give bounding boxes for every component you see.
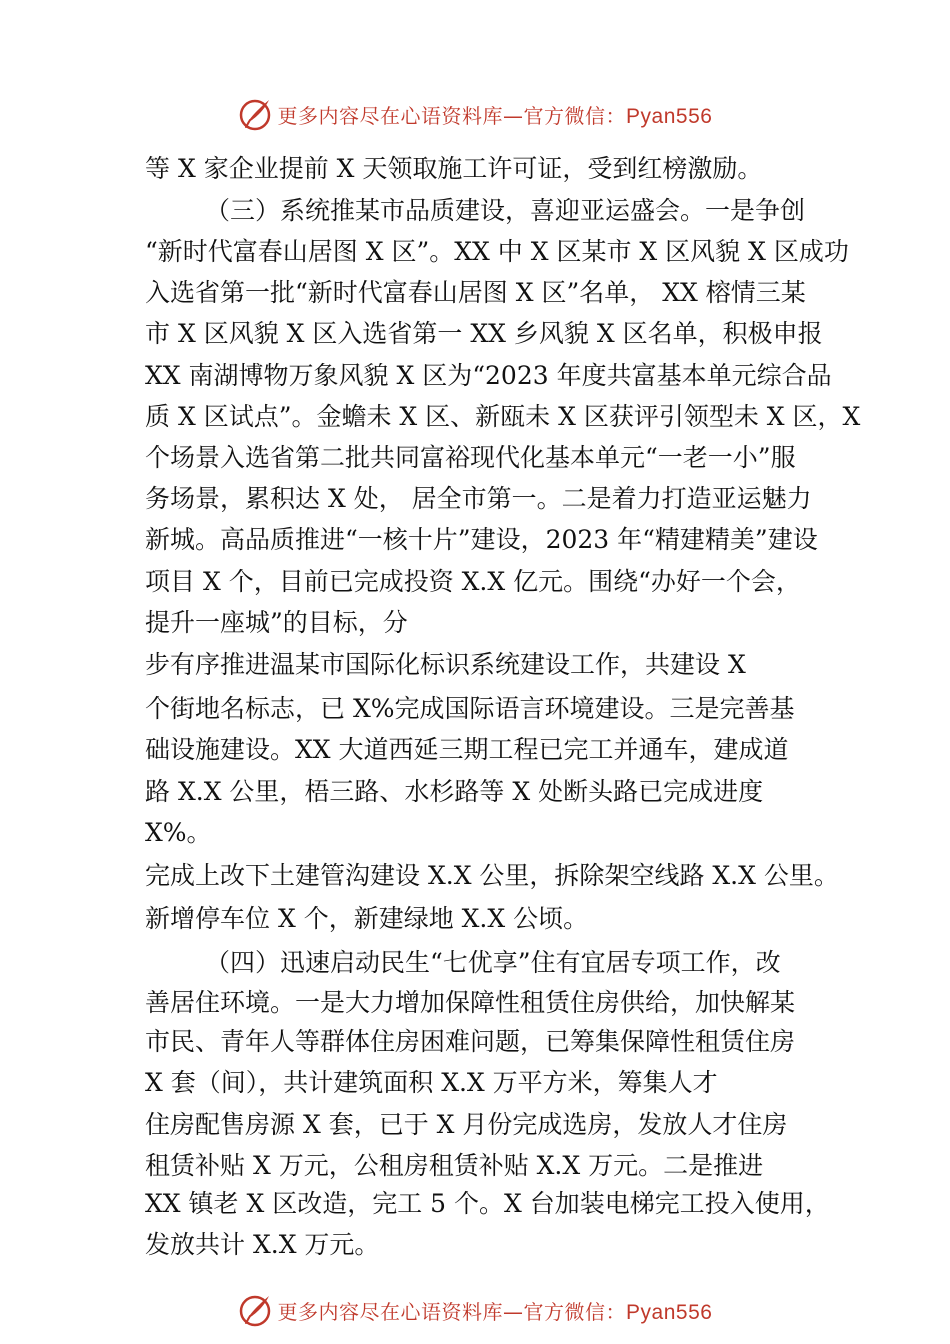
footer-watermark	[0, 1290, 950, 1330]
section-heading-3: （三）系统推某市品质建设，喜迎亚运盛会。一是争创	[205, 196, 806, 225]
text-line: 础设施建设。XX 大道西延三期工程已完工并通车，建成道	[145, 735, 789, 764]
text-line: 市民、青年人等群体住房困难问题，已筹集保障性租赁住房	[145, 1027, 796, 1056]
text-line: XX 镇老 X 区改造，完工 5 个。X 台加装电梯完工投入使用，	[145, 1189, 830, 1218]
text-line: 入选省第一批“新时代富春山居图 X 区”名单， XX 榕情三某	[145, 278, 806, 307]
text-line: 发放共计 X.X 万元。	[145, 1230, 380, 1259]
text-line: 住房配售房源 X 套，已于 X 月份完成选房，发放人才住房	[145, 1110, 788, 1139]
text-line: 项目 X 个，目前已完成投资 X.X 亿元。围绕“办好一个会，	[145, 567, 801, 596]
text-line: 步有序推进温某市国际化标识系统建设工作，共建设 X	[145, 650, 746, 679]
quill-seal-icon	[238, 1292, 274, 1328]
text-line: 完成上改下土建管沟建设 X.X 公里，拆除架空线路 X.X 公里。	[145, 861, 839, 890]
text-line: 个街地名标志，已 X%完成国际语言环境建设。三是完善基	[145, 694, 795, 723]
text-line: X%。	[145, 818, 212, 847]
text-line: 新增停车位 X 个，新建绿地 X.X 公顷。	[145, 904, 589, 933]
text-line: 路 X.X 公里，梧三路、水杉路等 X 处断头路已完成进度	[145, 777, 764, 806]
text-line: “新时代富春山居图 X 区”。XX 中 X 区某市 X 区风貌 X 区成功	[145, 237, 849, 266]
text-line: 个场景入选省第二批共同富裕现代化基本单元“一老一小”服	[145, 443, 796, 472]
text-line: 市 X 区风貌 X 区入选省第一 XX 乡风貌 X 区名单，积极申报	[145, 319, 823, 348]
watermark-text: 更多内容尽在心语资料库—官方微信：Pyan556	[277, 103, 713, 128]
text-line: 善居住环境。一是大力增加保障性租赁住房供给，加快解某	[145, 988, 796, 1017]
text-line: 质 X 区试点”。金蟾未 X 区、新瓯未 X 区获评引领型未 X 区，X	[145, 402, 861, 431]
text-line: 提升一座城”的目标，分	[145, 608, 408, 637]
text-line: 务场景，累积达 X 处， 居全市第一。二是着力打造亚运魅力	[145, 484, 812, 513]
text-line: 租赁补贴 X 万元，公租房租赁补贴 X.X 万元。二是推进	[145, 1151, 764, 1180]
text-line: XX 南湖博物万象风貌 X 区为“2023 年度共富基本单元综合品	[145, 361, 832, 390]
watermark-text: 更多内容尽在心语资料库—官方微信：Pyan556	[277, 1299, 713, 1324]
text-line: 等 X 家企业提前 X 天领取施工许可证，受到红榜激励。	[145, 154, 763, 183]
text-line: 新城。高品质推进“一核十片”建设，2023 年“精建精美”建设	[145, 525, 818, 554]
section-heading-4: （四）迅速启动民生“七优享”住有宜居专项工作，改	[205, 948, 781, 977]
text-line: X 套（间），共计建筑面积 X.X 万平方米，筹集人才	[145, 1068, 718, 1097]
